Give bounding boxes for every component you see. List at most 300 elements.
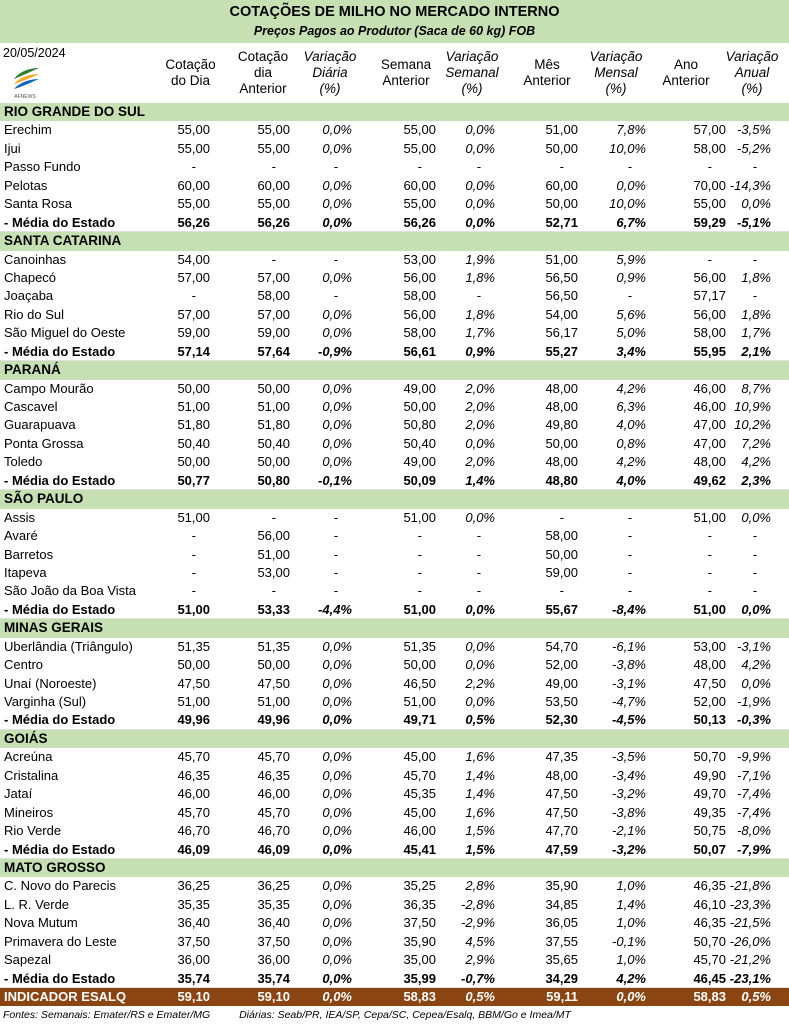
table-cell: 0,0% [322,841,352,857]
row-label: Mineiros [4,804,54,820]
table-cell: -3,8% [612,657,646,673]
table-cell: - [417,583,422,599]
table-cell: 4,2% [616,454,646,470]
table-cell: - [559,159,564,175]
table-cell: 51,80 [257,417,290,433]
table-cell: 8,7% [741,380,771,396]
column-header-line: Mês [534,57,560,72]
table-cell: 58,00 [693,325,726,341]
table-cell: 34,85 [545,896,578,912]
table-cell: 45,35 [403,786,436,802]
table-cell: 2,9% [465,952,495,968]
table-cell: - [476,583,481,599]
table-cell: 1,8% [741,306,771,322]
table-cell: 36,40 [177,915,210,931]
table-cell: 55,00 [177,122,210,138]
table-cell: - [333,509,338,525]
table-cell: 50,00 [403,657,436,673]
table-cell: 0,0% [322,915,352,931]
table-cell: 0,0% [322,638,352,654]
table-cell: 10,0% [609,196,646,212]
table-cell: -0,7% [461,970,495,986]
table-cell: -3,4% [612,767,646,783]
table-cell: 7,2% [741,435,771,451]
table-cell: 0,0% [322,122,352,138]
table-row [0,546,789,564]
row-label: - Média do Estado [4,601,116,617]
row-label: Rio Verde [4,823,62,839]
table-cell: 1,0% [616,915,646,931]
table-cell: 49,35 [693,804,726,820]
table-cell: 1,9% [465,251,495,267]
row-label: Rio do Sul [4,306,64,322]
table-cell: - [627,288,632,304]
row-label: Guarapuava [4,417,76,433]
table-cell: 48,00 [693,454,726,470]
table-cell: 0,5% [741,989,771,1004]
table-cell: -21,8% [729,878,771,894]
row-label: Joaçaba [4,288,54,304]
table-cell: 55,00 [403,140,436,156]
table-cell: 0,0% [322,675,352,691]
table-cell: 10,9% [734,399,771,414]
table-row [0,933,789,951]
table-cell: 48,00 [545,399,578,414]
table-cell: 37,50 [257,933,290,949]
table-cell: 36,40 [257,915,290,931]
table-cell: -2,1% [612,823,646,839]
table-cell: 59,10 [257,989,290,1004]
table-cell: 57,14 [177,343,210,359]
table-cell: 0,0% [322,657,352,673]
table-cell: 2,0% [465,454,495,470]
table-cell: -0,3% [737,712,771,728]
row-label: Campo Mourão [4,380,94,396]
table-cell: 49,80 [545,417,578,433]
table-cell: 51,35 [403,638,436,654]
table-cell: 51,00 [403,601,436,617]
table-cell: - [191,546,196,562]
table-cell: 2,8% [465,878,495,894]
table-row [0,306,789,324]
table-cell: 46,09 [177,841,210,857]
table-cell: - [333,583,338,599]
column-header-line: Anterior [239,81,287,96]
table-cell: 47,50 [177,675,210,691]
table-cell: 1,4% [465,472,495,488]
table-cell: 49,00 [403,380,436,396]
column-header-line: Mensal [594,65,638,80]
table-row [0,416,789,434]
column-header-line: Anterior [523,73,571,88]
table-cell: 0,0% [322,804,352,820]
table-cell: - [417,528,422,544]
table-cell: 46,35 [693,915,726,931]
table-cell: - [333,159,338,175]
table-cell: 4,2% [616,380,646,396]
table-cell: - [191,528,196,544]
table-cell: 50,00 [545,140,578,156]
table-row [0,767,789,785]
table-cell: 0,0% [741,601,771,617]
table-cell: - [417,564,422,580]
table-cell: - [476,159,481,175]
table-cell: 56,61 [403,343,436,359]
table-row [0,435,789,453]
table-cell: 56,50 [545,269,578,285]
table-cell: -23,1% [729,970,771,986]
table-cell: 46,00 [693,380,726,396]
column-header [515,44,579,102]
table-cell: 0,9% [616,269,646,285]
table-cell: 35,35 [257,896,290,912]
column-header-line: Anual [734,65,770,80]
table-cell: - [476,546,481,562]
table-cell: - [752,583,757,599]
table-cell: 50,70 [693,933,726,949]
row-label: Ijui [4,140,21,156]
table-cell: -0,1% [612,933,646,949]
table-cell: 4,0% [616,472,646,488]
state-section-header [0,619,789,637]
table-cell: 0,0% [465,694,495,709]
table-cell: -3,1% [612,675,646,691]
table-cell: - [333,528,338,544]
table-cell: -0,1% [318,472,352,488]
table-cell: 0,0% [741,509,771,525]
table-cell: - [627,528,632,544]
table-cell: 50,00 [545,546,578,562]
page-subtitle: Preços Pagos ao Produtor (Saca de 60 kg) FOB [253,24,536,38]
table-cell: 1,4% [616,896,646,912]
table-cell: - [476,528,481,544]
table-row [0,638,789,656]
table-cell: 60,00 [257,177,290,193]
table-cell: - [191,159,196,175]
column-header [232,44,294,102]
table-cell: 0,0% [465,140,495,156]
table-row [0,896,789,914]
table-cell: - [476,564,481,580]
table-cell: -3,1% [737,638,771,654]
state-name: SANTA CATARINA [4,233,122,249]
table-row [0,693,789,711]
table-cell: 45,70 [403,767,436,783]
table-cell: 51,00 [177,694,210,709]
table-cell: 50,80 [257,472,290,488]
row-label: São Miguel do Oeste [4,325,126,341]
table-cell: 47,35 [545,749,578,765]
table-cell: 0,0% [322,196,352,212]
table-cell: 47,59 [545,841,578,857]
table-cell: 50,00 [545,435,578,451]
table-cell: 0,5% [465,712,495,728]
table-cell: 51,00 [257,546,290,562]
table-cell: 59,00 [177,325,210,341]
table-cell: 45,00 [403,804,436,820]
table-row [0,380,789,398]
table-cell: 36,00 [177,952,210,968]
table-cell: - [752,546,757,562]
table-cell: 36,25 [177,878,210,894]
table-cell: -21,5% [729,915,771,931]
table-cell: 55,67 [545,601,578,617]
table-cell: -1,9% [737,694,771,709]
table-cell: 50,00 [177,454,210,470]
table-cell: 51,00 [545,122,578,138]
table-cell: - [627,509,632,525]
table-cell: 35,74 [177,970,210,986]
table-cell: 51,00 [177,601,210,617]
footer-weekly-sources: Fontes: Semanais: Emater/RS e Emater/MG [3,1009,211,1021]
table-cell: -23,3% [729,896,771,912]
column-header-line: Anterior [382,73,430,88]
state-average-row [0,970,789,988]
table-cell: 10,2% [734,417,771,433]
table-cell: 45,70 [257,804,290,820]
table-cell: 0,0% [465,214,495,230]
table-cell: 51,80 [177,417,210,433]
column-header-line: (%) [605,81,627,96]
table-cell: 59,00 [545,564,578,580]
table-cell: 55,00 [403,122,436,138]
state-section-header [0,859,789,877]
table-cell: -3,5% [737,122,771,138]
table-row [0,251,789,269]
table-cell: 0,0% [322,878,352,894]
table-cell: 1,4% [465,786,495,802]
table-cell: 56,50 [545,288,578,304]
column-header-line: Variação [445,49,499,64]
column-header-line: Semana [380,57,432,72]
indicator-esalq-row [0,988,789,1006]
table-cell: 56,26 [257,214,290,230]
row-label: Itapeva [4,564,47,580]
table-cell: 0,0% [465,657,495,673]
column-header-line: Ano [673,57,699,72]
table-cell: - [333,564,338,580]
table-cell: 49,96 [177,712,210,728]
table-cell: 56,00 [403,306,436,322]
table-row [0,398,789,416]
table-cell: 57,00 [693,122,726,138]
table-cell: 0,0% [322,933,352,949]
table-row [0,877,789,895]
row-label: Chapecó [4,269,57,285]
table-row [0,324,789,342]
table-cell: 58,00 [257,288,290,304]
table-cell: 52,30 [545,712,578,728]
column-header [654,44,718,102]
table-cell: - [707,159,712,175]
table-cell: - [191,564,196,580]
table-cell: -2,9% [461,915,495,931]
column-header [582,44,650,102]
table-cell: 51,00 [403,509,436,525]
table-cell: 53,50 [545,694,578,709]
table-cell: 51,00 [177,399,210,414]
table-cell: - [191,288,196,304]
table-cell: 0,9% [465,343,495,359]
state-average-row [0,214,789,232]
table-cell: 55,00 [257,122,290,138]
row-label: Avaré [4,528,38,544]
table-cell: 54,00 [545,306,578,322]
table-cell: -2,8% [461,896,495,912]
table-cell: 1,8% [741,269,771,285]
table-cell: 51,00 [257,399,290,414]
table-cell: - [707,583,712,599]
row-label: Uberlândia (Triângulo) [4,638,133,654]
table-cell: 57,00 [257,306,290,322]
table-cell: 56,00 [403,269,436,285]
state-average-row [0,601,789,619]
table-cell: - [417,159,422,175]
table-cell: - [707,564,712,580]
table-cell: -4,4% [318,601,352,617]
column-header [718,44,786,102]
row-label: Cascavel [4,399,58,414]
table-cell: 0,0% [322,435,352,451]
column-header [374,44,438,102]
table-row [0,287,789,305]
table-cell: -3,5% [612,749,646,765]
table-cell: 58,00 [403,288,436,304]
state-average-row [0,711,789,729]
table-cell: 0,5% [465,989,495,1004]
table-cell: - [476,288,481,304]
table-cell: 0,0% [322,214,352,230]
state-section-header [0,361,789,379]
table-cell: 0,0% [741,196,771,212]
table-cell: 58,00 [403,325,436,341]
row-label: Assis [4,509,36,525]
table-cell: 54,00 [177,251,210,267]
table-cell: 58,83 [403,989,436,1004]
table-cell: -4,7% [612,694,646,709]
table-row [0,582,789,600]
table-cell: 48,00 [693,657,726,673]
table-cell: 0,0% [322,989,352,1004]
table-row [0,140,789,158]
table-cell: - [627,546,632,562]
table-cell: 55,00 [177,140,210,156]
title-banner [0,0,789,43]
table-cell: 56,26 [177,214,210,230]
table-cell: 50,80 [403,417,436,433]
table-cell: -5,1% [737,214,771,230]
table-cell: 1,8% [465,306,495,322]
table-row [0,195,789,213]
table-cell: 0,0% [465,601,495,617]
table-cell: 35,90 [403,933,436,949]
table-cell: 10,0% [609,140,646,156]
row-label: Acreúna [4,749,53,765]
table-cell: - [271,251,276,267]
table-cell: 50,00 [545,196,578,212]
table-cell: 0,0% [741,675,771,691]
table-row [0,656,789,674]
table-cell: - [752,288,757,304]
state-average-row [0,343,789,361]
table-cell: 0,0% [616,989,646,1004]
footer-sources [3,1009,571,1021]
table-cell: 50,40 [177,435,210,451]
table-row [0,951,789,969]
table-cell: 51,35 [257,638,290,654]
table-cell: 3,4% [616,343,646,359]
row-label: - Média do Estado [4,472,116,488]
table-cell: 50,00 [403,399,436,414]
table-cell: 0,8% [616,435,646,451]
table-cell: 54,70 [545,638,578,654]
table-cell: 0,0% [322,380,352,396]
report-date: 20/05/2024 [3,46,66,60]
table-cell: 36,25 [257,878,290,894]
table-cell: 36,35 [403,896,436,912]
row-label: Nova Mutum [4,915,78,931]
table-cell: - [333,546,338,562]
row-label: Toledo [4,454,43,470]
table-cell: 0,0% [465,509,495,525]
row-label: Unaí (Noroeste) [4,675,97,691]
afnews-logo-icon [8,63,42,101]
table-cell: 59,10 [177,989,210,1004]
table-cell: 47,70 [545,823,578,839]
logo-text: AFNEWS [14,94,36,100]
column-header-line: do Dia [170,73,210,88]
table-cell: - [707,546,712,562]
table-cell: 46,00 [693,399,726,414]
table-cell: 0,0% [322,712,352,728]
row-label: Sapezal [4,952,51,968]
table-cell: -3,2% [612,841,646,857]
table-cell: 50,00 [177,657,210,673]
table-cell: - [752,564,757,580]
table-cell: 35,99 [403,970,436,986]
table-cell: 53,00 [403,251,436,267]
table-cell: 57,00 [257,269,290,285]
table-cell: 0,0% [322,269,352,285]
row-label: Santa Rosa [4,196,72,212]
table-cell: 48,00 [545,454,578,470]
table-cell: 4,2% [741,657,771,673]
table-cell: -9,9% [737,749,771,765]
table-row [0,121,789,139]
table-cell: 50,09 [403,472,436,488]
column-header-line: Diária [312,65,348,80]
table-cell: 52,00 [545,657,578,673]
table-cell: 0,0% [465,196,495,212]
table-row [0,822,789,840]
state-average-row [0,472,789,490]
table-cell: 48,80 [545,472,578,488]
table-row [0,675,789,693]
table-cell: -0,9% [318,343,352,359]
table-cell: 0,0% [322,140,352,156]
state-average-row [0,841,789,859]
table-cell: 51,00 [177,509,210,525]
table-cell: 47,50 [257,675,290,691]
table-cell: 60,00 [545,177,578,193]
table-row [0,564,789,582]
table-cell: 0,0% [465,638,495,654]
table-cell: - [752,251,757,267]
column-header-line: Cotação [165,57,216,72]
state-name: PARANÁ [4,362,61,378]
table-cell: 1,4% [465,767,495,783]
row-label: Barretos [4,546,54,562]
